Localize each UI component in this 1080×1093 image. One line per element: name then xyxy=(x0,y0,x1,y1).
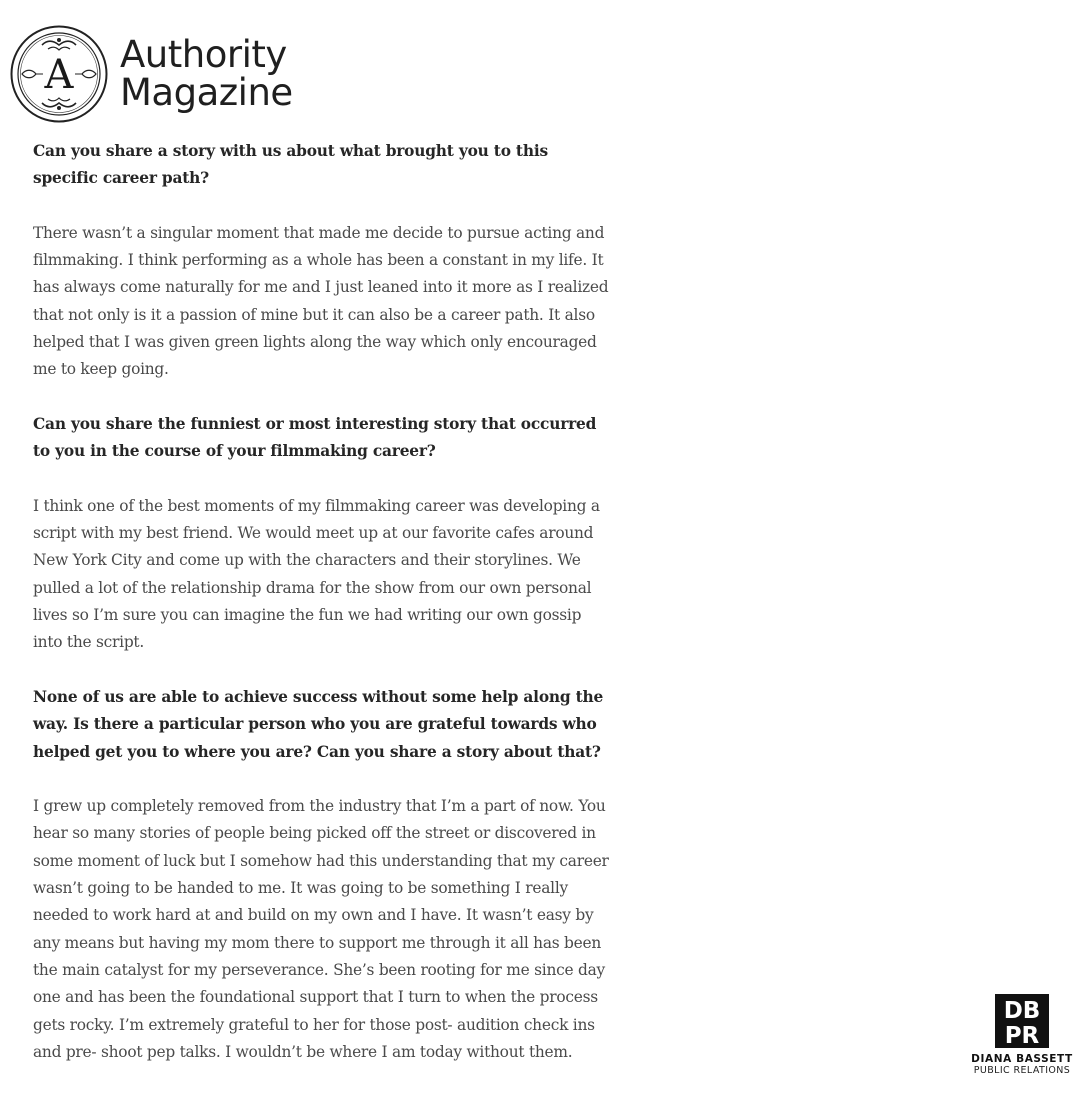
dbpr-mark-line1: DB xyxy=(1003,998,1041,1024)
dbpr-logo xyxy=(968,994,1076,1076)
dbpr-mark-icon xyxy=(995,994,1049,1048)
answer-3: I grew up completely removed from the industry that I’m a part of now. You hear so many stories of people being picked off the street or discovered in some moment of luck but I somehow had this understanding that my career wasn’t going to be handed to me. It was going to be something I really needed to work hard at and build on my own and I have. It wasn’t easy by any means but having my mom there to support me through it all has been the main catalyst for my perseverance. She’s been rooting for me since day one and has been the foundational support that I turn to when the process gets rocky. I’m extremely grateful to her for those post- audition check ins and pre- shoot pep talks. I wouldn’t be where I am today without them. xyxy=(33,797,609,1061)
question-2: Can you share the funniest or most interesting story that occurred to you in the course of your filmmaking career? xyxy=(33,414,597,461)
question-3: None of us are able to achieve success without some help along the way. Is there a particular person who you are grateful towards who helped get you to where you are? Can you share a story about that? xyxy=(33,687,604,761)
dbpr-subtitle: PUBLIC RELATIONS xyxy=(973,1065,1071,1076)
answer-1: There wasn’t a singular moment that made me decide to pursue acting and filmmaking. I think performing as a whole has been a constant in my life. It has always come naturally for me and I just leaned into it more as I realized that not only is it a passion of mine but it can also be a career path. It also helped that I was given green lights along the way which only encouraged me to keep going. xyxy=(33,223,609,379)
answer-2: I think one of the best moments of my filmmaking career was developing a script with my best friend. We would meet up at our favorite cafes around New York City and come up with the characters and their storylines. We pulled a lot of the relationship drama for the show from our own personal lives so I’m sure you can imagine the fun we had writing our own gossip into the script. xyxy=(33,496,600,652)
authority-emblem-icon xyxy=(10,25,108,123)
magazine-title-line2: Magazine xyxy=(120,71,293,114)
emblem-letter: A xyxy=(44,52,74,98)
dbpr-name: DIANA BASSETT xyxy=(971,1053,1073,1065)
dbpr-mark-line2: PR xyxy=(1004,1023,1040,1048)
magazine-title-line1: Authority xyxy=(120,33,287,76)
interview-article xyxy=(33,138,615,1093)
question-1: Can you share a story with us about what brought you to this specific career path? xyxy=(33,142,548,188)
magazine-title xyxy=(120,33,293,114)
magazine-header xyxy=(10,24,293,124)
